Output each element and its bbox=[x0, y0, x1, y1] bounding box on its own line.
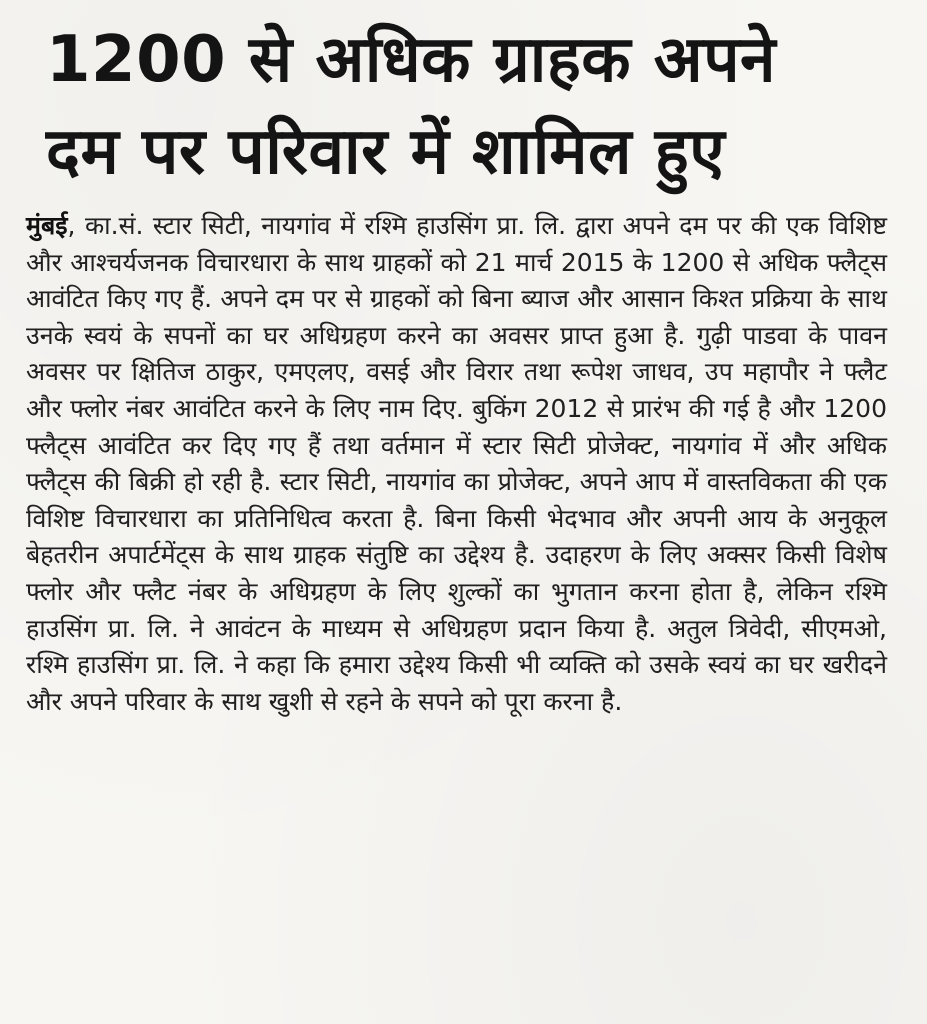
article-body-text: , का.सं. स्टार सिटी, नायगांव में रश्मि हाउसिंग प्रा. लि. द्वारा अपने दम पर की एक विशिष्ट और आश्चर्यजनक विचारधारा के साथ ग्राहकों को 21 मार्च 2015 के 1200 से अधिक फ्लैट्स आवंटित किए गए हैं. अपने दम पर से ग्राहकों को बिना ब्याज और आसान किश्त प्रक्रिया के साथ उनके स्वयं के सपनों का घर अधिग्रहण करने का अवसर प्राप्त हुआ है. गुढ़ी पाडवा के पावन अवसर पर क्षितिज ठाकुर, एमएलए, वसई और विरार तथा रूपेश जाधव, उप महापौर ने फ्लैट और फ्लोर नंबर आवंटित करने के लिए नाम दिए. बुकिंग 2012 से प्रारंभ की गई है और 1200 फ्लैट्स आवंटित कर दिए गए हैं तथा वर्तमान में स्टार सिटी प्रोजेक्ट, नायगांव में और अधिक फ्लैट्स की बिक्री हो रही है. स्टार सिटी, नायगांव का प्रोजेक्ट, अपने आप में वास्तविकता की एक विशिष्ट विचारधारा का प्रतिनिधित्व करता है. बिना किसी भेदभाव और अपनी आय के अनुकूल बेहतरीन अपार्टमेंट्स के साथ ग्राहक संतुष्टि का उद्देश्य है. उदाहरण के लिए अक्सर किसी विशेष फ्लोर और फ्लैट नंबर के अधिग्रहण के लिए शुल्कों का भुगतान करना होता है, लेकिन रश्मि हाउसिंग प्रा. लि. ने आवंटन के माध्यम से अधिग्रहण प्रदान किया है. अतुल त्रिवेदी, सीएमओ, रश्मि हाउसिंग प्रा. लि. ने कहा कि हमारा उद्देश्य किसी भी व्यक्ति को उसके स्वयं का घर खरीदने और अपने परिवार के साथ खुशी से रहने के सपने को पूरा करना है. bbox=[26, 211, 887, 716]
article-body bbox=[26, 208, 887, 720]
headline-line-2: दम पर परिवार में शामिल हुए bbox=[46, 115, 726, 189]
headline bbox=[26, 14, 887, 198]
dateline: मुंबई bbox=[26, 211, 68, 240]
headline-line-1: 1200 से अधिक ग्राहक अपने bbox=[46, 23, 777, 97]
